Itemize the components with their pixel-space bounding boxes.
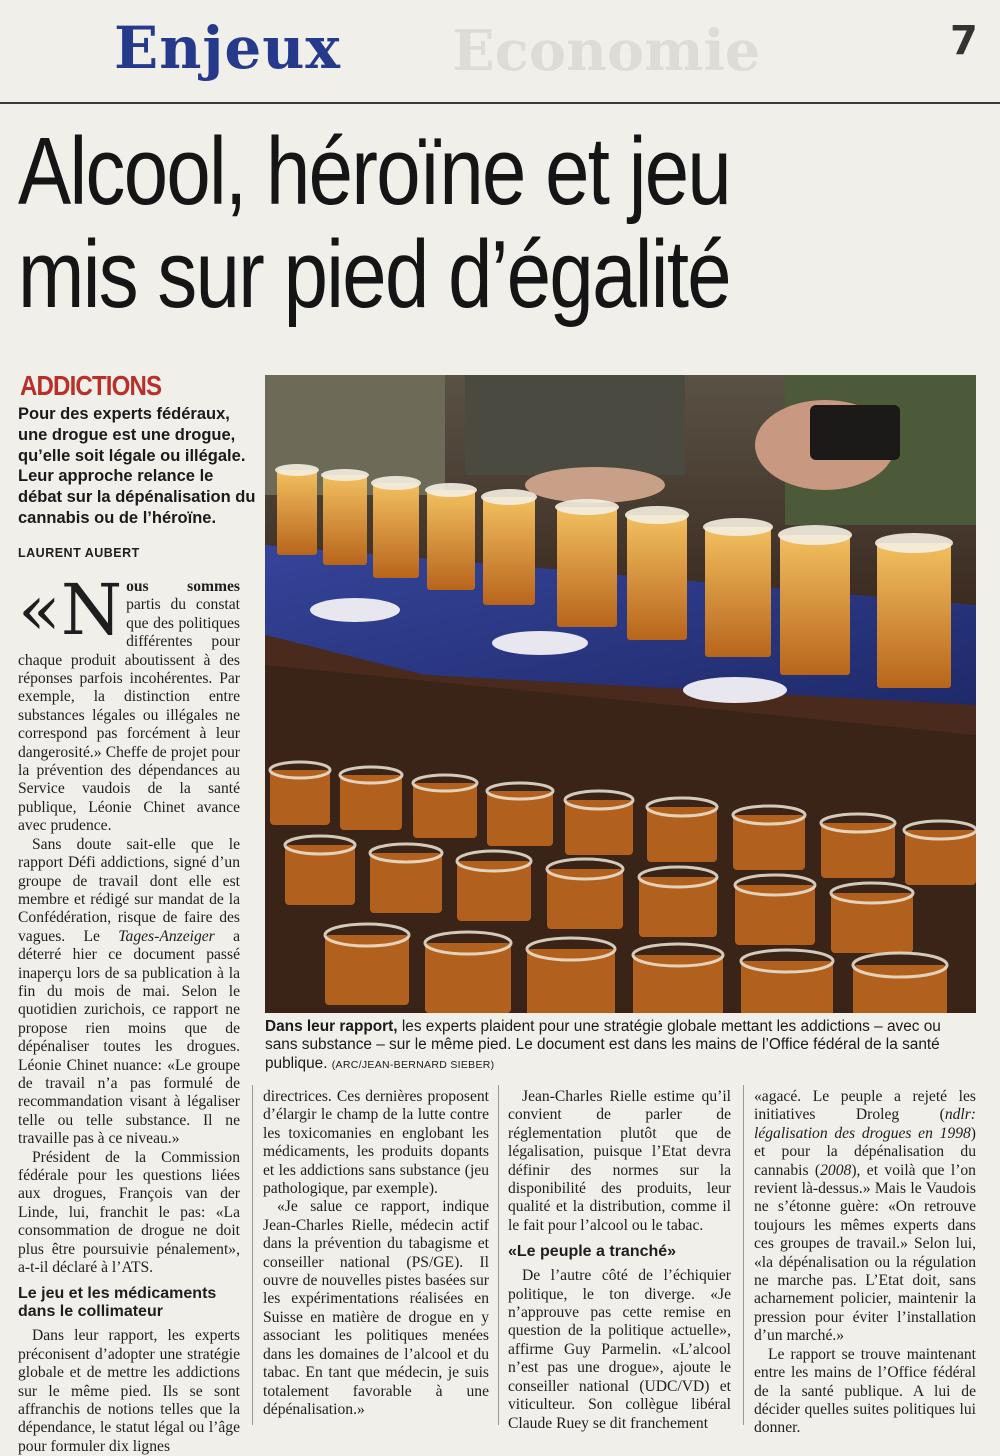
paragraph-text: a déterré hier ce document passé inaperçu lors de sa publication à la fin du mois de mai. Selon le quotidien zurichois, ce rapport ne propose rien moins que de dépénaliser toutes les drogues. Léonie Chinet nuance: «Le groupe de travail n’a pas formulé de recommandation visant à légaliser telle ou telle substance. Il ne travaille pas à ce niveau.» — [18, 927, 240, 1148]
column-rule — [498, 1085, 499, 1425]
article-column-3 — [508, 1088, 731, 1433]
paragraph-text: «agacé. Le peuple a rejeté les initiatives Droleg ( — [754, 1088, 976, 1124]
paragraph-opening: ous sommes — [126, 578, 240, 595]
paragraph: Dans leur rapport, les experts préconisent d’adopter une stratégie globale et de mettre les addictions sur le même pied. Ils se sont affranchis de notions telles que la dépendance, le statut légal ou l’âge pour formuler dix lignes — [18, 1327, 240, 1455]
paragraph: «Je salue ce rapport, indique Jean-Charles Rielle, médecin actif dans la prévention du tabagisme et conseiller national (PS/GE). Il ouvre de nouvelles pistes basées sur les expérimentations réalisées en Suisse en matière de drogue en y associant les politiques menées dans les domaines de l’alcool et du tabac. En tant que médecin, je suis totalement favorable à une dépénalisation.» — [263, 1198, 489, 1418]
page-number: 7 — [950, 18, 978, 64]
paragraph: Président de la Commission fédérale pour les questions liées aux drogues, François van der Linde, lui, franchit le pas: «La consommation de drogue ne doit plus être poursuivie pénalement», a-t-il déclaré à l’ATS. — [18, 1148, 240, 1277]
subheading: «Le peuple a tranché» — [508, 1243, 677, 1261]
caption-text: les experts plaident pour une stratégie globale mettant les addictions – avec ou sans substance – sur le même pied. Le document est dans les mains de l’Office fédéral de la santé publique. — [265, 1018, 941, 1072]
byline: LAURENT AUBERT — [18, 546, 140, 560]
article-column-4 — [754, 1088, 976, 1438]
beer-cups-illustration — [265, 375, 976, 1013]
column-rule — [743, 1085, 744, 1425]
subheading: Le jeu et les médicaments dans le collimateur — [18, 1285, 217, 1321]
editor-note: 2008 — [820, 1161, 852, 1179]
editor-note: ndlr: légalisation des drogues en 1998 — [754, 1106, 976, 1142]
article-column-2 — [263, 1088, 489, 1419]
ghost-header-text: Economie — [452, 18, 761, 84]
paragraph: directrices. Ces dernières proposent d’élargir le champ de la lutte contre les toxicomanies en englobant les médicaments, les produits dopants et les addictions sans substance (jeu pathologique, par exemple). — [263, 1088, 489, 1198]
paragraph — [754, 1088, 976, 1346]
photo-credit: (ARC/JEAN-BERNARD SIEBER) — [331, 1058, 495, 1071]
article-column-1 — [18, 569, 240, 1456]
section-title: Enjeux — [114, 14, 342, 82]
lead-paragraph: Pour des experts fédéraux, une drogue est une drogue, qu’elle soit légale ou illégale. Leur approche relance le débat sur la dépénalisation du cannabis ou de l’héroïne. — [18, 405, 256, 527]
paragraph-text: ) et pour la dépénalisation du cannabis ( — [754, 1124, 976, 1179]
paragraph — [18, 569, 240, 836]
paragraph: Le rapport se trouve maintenant entre les mains de l’Office fédéral de la santé publique. A lui de décider quelles suites politiques lui donner. — [754, 1345, 976, 1437]
paragraph-text: Sans doute sait-elle que le rapport Défi addictions, signé d’un groupe de travail dont elle est membre et rédigé sur mandat de la Confédération, risque de faire des vagues. Le — [18, 835, 240, 945]
caption-lead: Dans leur rapport, — [265, 1018, 398, 1035]
photo-caption — [265, 1018, 976, 1074]
paragraph — [18, 836, 240, 1149]
paragraph-text: ), et voilà que l’on revient là-dessus.» Mais le Vaudois ne s’étonne guère: «On retrouve toujours les mêmes experts dans ces groupes de travail.» Selon lui, «la dépénalisation ou la régulation ne marche pas. L’Etat doit, sans acharnement policier, maintenir la pression pour éviter l’installation d’un marché.» — [754, 1161, 976, 1345]
article-photo — [265, 375, 976, 1013]
kicker: ADDICTIONS — [20, 370, 162, 401]
column-rule — [252, 1085, 253, 1425]
headline-line-1: Alcool, héroïne et jeu — [18, 118, 731, 225]
paragraph-text: partis du constat que des politiques différentes pour chaque produit aboutissent à des réponses parfois incohérentes. Par exemple, la distinction entre substances légales ou illégales ne correspond pas forcément à leur dangerosité.» Cheffe de projet pour la prévention des dépendances au Service vaudois de la santé publique, Léonie Chinet avance avec prudence. — [18, 596, 240, 835]
headline-line-2: mis sur pied d’égalité — [18, 221, 730, 328]
paragraph: De l’autre côté de l’échiquier politique, le ton diverge. «Je n’approuve pas cette remise en question de la politique actuelle», affirme Guy Parmelin. «L’alcool n’est pas une drogue», ajoute le conseiller national (UDC/VD) et viticulteur. Son collègue libéral Claude Ruey se dit franchement — [508, 1267, 731, 1432]
drop-cap: «N — [18, 569, 123, 651]
newspaper-name: Tages-Anzeiger — [118, 927, 215, 945]
headline — [18, 120, 815, 326]
header-rule — [0, 102, 1000, 104]
paragraph: Jean-Charles Rielle estime qu’il convient de parler de réglementation plutôt que de légalisation, puisque l’Etat devra définir des normes sur la disponibilité des produits, leur qualité et la distribution, comme il le fait pour l’alcool ou le tabac. — [508, 1088, 731, 1234]
